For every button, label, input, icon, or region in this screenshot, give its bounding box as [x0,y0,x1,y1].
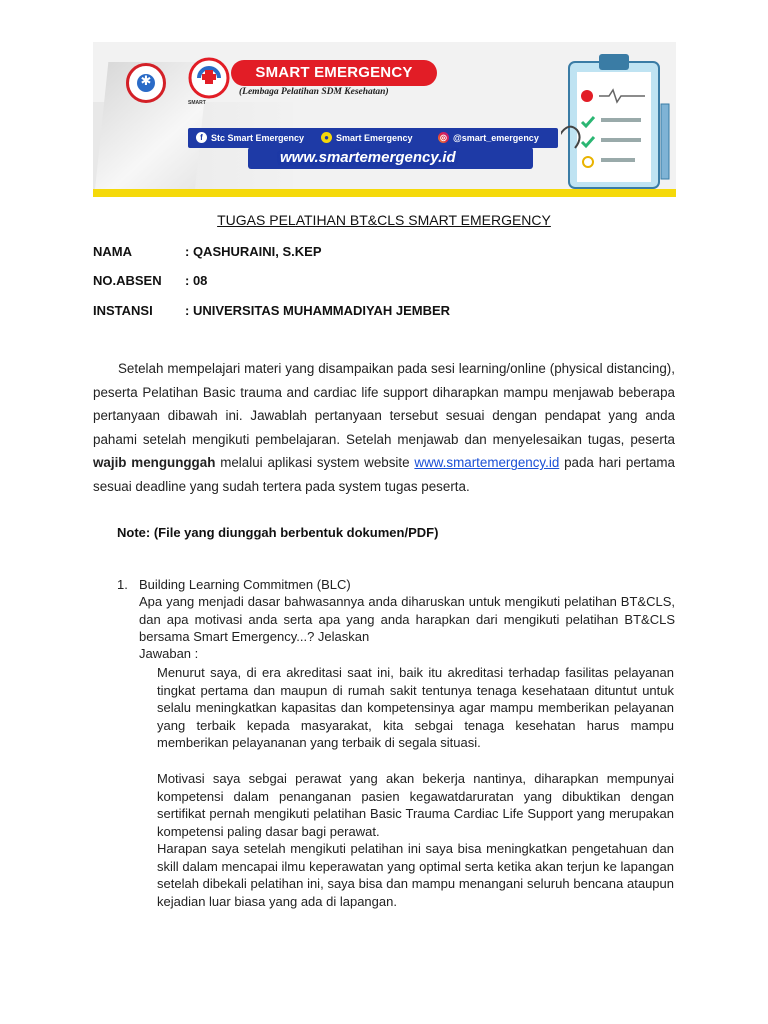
header-banner [93,42,676,197]
emphasis-text: wajib mengunggah [93,455,216,471]
intro-paragraph: Setelah mempelajari materi yang disampaikan pada sesi learning/online (physical distancing), peserta Pelatihan Basic trauma and cardiac life support diharapkan mampu menjawab beberapa pertanyaan dibawah ini. Jawablah pertanyaan tersebut sesuai dengan pendapat yang anda pahami setelah mengikuti pembelajaran. Setelah menjawab dan menyelesaikan tugas, peserta wajib mengunggah melalui aplikasi system website www.smartemergency.id pada hari pertama sesuai deadline yang sudah tertera pada system tugas peserta. [93,361,675,494]
field-value: : QASHURAINI, S.KEP [185,244,322,259]
field-value: : UNIVERSITAS MUHAMMADIYAH JEMBER [185,303,451,318]
facebook-icon: f [196,132,207,143]
logo-caption: SMART [188,100,206,106]
clipboard-checklist-icon [561,44,676,194]
ambulance-seal-logo: ✱ [126,63,166,103]
social-instagram: ◎ @smart_emergency [440,133,539,143]
brand-title: SMART EMERGENCY [231,60,437,86]
question-text: Apa yang menjadi dasar bahwasannya anda diharuskan untuk mengikuti pelatihan BT&CLS, dan apa motivasi anda serta apa yang anda harapkan dari mengikuti pelatihan BT&CLS bersama Smart Emergency...? Jelaskan [139,594,675,645]
field-no-absen [93,273,207,288]
social-facebook: f Stc Smart Emergency [196,128,304,148]
answer-paragraph: Menurut saya, di era akreditasi saat ini, baik itu akreditasi terhadap fasilitas pelayanan tingkat pertama dan maupun di rumah sakit tentunya tenaga kesehataan dituntut untuk selalu meningkatkan kapasitas dan kompetensinya agar mampu memberikan pelayanan yang terbaik kepada masyarakat, kita sebgai tenaga kesehatan harus mampu memberikan pelayananan yang terbaik di segala situasi. [157,665,674,751]
instagram-icon: ◎ [438,132,449,143]
social-web: ● Smart Emergency [321,128,413,148]
answer-label: Jawaban : [139,646,199,661]
field-label: NO.ABSEN [93,273,162,288]
note-text: Note: (File yang diunggah berbentuk dokumen/PDF) [117,525,439,540]
social-bar [188,128,558,148]
banner-yellow-bar [93,189,676,197]
website-link[interactable]: www.smartemergency.id [414,455,560,471]
banner-website: www.smartemergency.id [280,149,456,166]
question-title: Building Learning Commitmen (BLC) [139,577,351,592]
document-title: TUGAS PELATIHAN BT&CLS SMART EMERGENCY [217,212,551,228]
field-value: : 08 [185,273,208,288]
field-instansi [93,303,450,318]
smart-logo-icon [185,56,233,100]
question-number: 1. [117,577,128,592]
globe-icon: ● [321,132,332,143]
answer-paragraph: Harapan saya setelah mengikuti pelatihan ini saya bisa meningkatkan pengetahuan dan skill dalam mencapai ilmu keperawatan yang optimal serta ketika akan terjun ke lapangan setelah dibekali pelatihan ini, saya bisa dan mampu menangani seluruh bencana ataupun kejadian luar biasa yang ada di lapangan. [157,841,674,909]
field-nama [93,244,322,259]
field-label: INSTANSI [93,303,153,318]
brand-subtitle: (Lembaga Pelatihan SDM Kesehatan) [239,87,389,97]
answer-paragraph: Motivasi saya sebgai perawat yang akan bekerja nantinya, diharapkan mempunyai kompetensi dalam penanganan pasien kegawatdaruratan yang dibuktikan dengan sertifikat pernah mengikuti pelatihan Basic Trauma Cardiac Life Support yang merupakan kompetensi paling dasar bagi perawat. [157,771,674,839]
field-label: NAMA [93,244,132,259]
